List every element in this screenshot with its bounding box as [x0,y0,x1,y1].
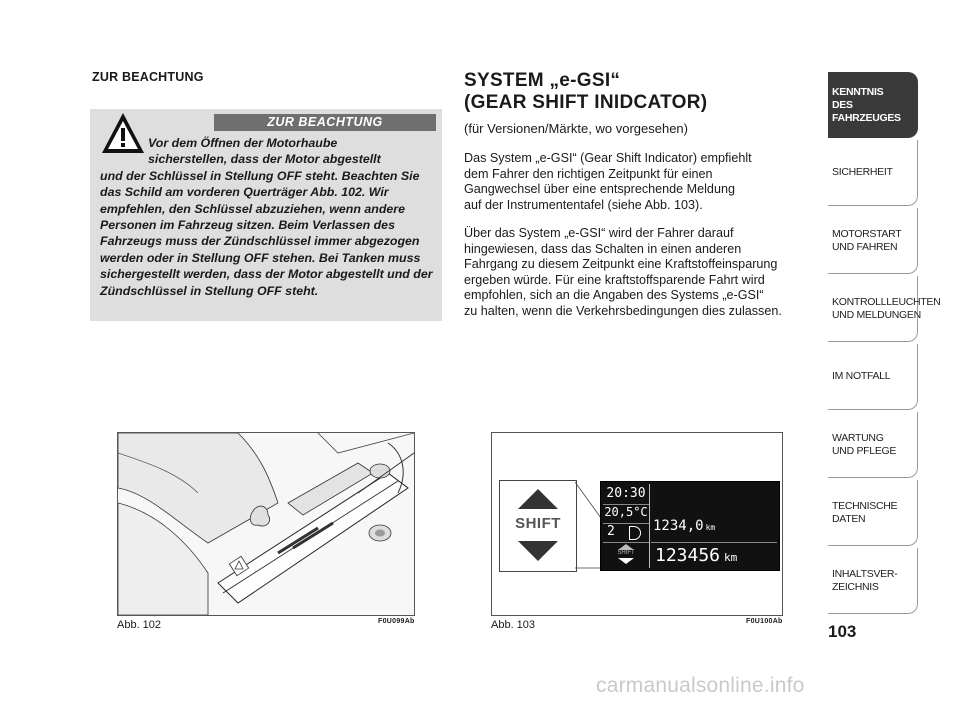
paragraph-2-line: zu halten, wenn die Verkehrsbedingungen dies zulassen. [464,303,782,318]
display-trip: 1234,0 [653,518,704,534]
engine-bay-illustration [118,433,414,615]
warning-text-rest: und der Schlüssel in Stellung OFF steht. Beachten Sie das Schild am vorderen Querträger Abb. 102. Wir empfehlen, den Schlüssel abzuziehen, wenn andere Personen im Fahrzeug sitzen. Beim Verlassen des Fahrzeugs muss der Zündschlüssel immer abgezogen werden oder in Stellung OFF stehen. Bei Tanken muss sichergestellt werden, dass der Motor abgestellt und der Zündschlüssel in Stellung OFF steht. [100,168,433,298]
paragraph-1 [464,151,814,213]
paragraph-2-line: hingewiesen, dass das Schalten in einen anderen [464,241,742,256]
figure-102-engine-bay [117,432,415,616]
display-odometer-unit: km [724,551,738,564]
display-shift-label: SHIFT [617,550,635,556]
shift-down-arrow-icon [518,541,558,561]
paragraph-2-line: Fahrgang zu diesem Zeitpunkt eine Kraftstoffeinsparung [464,257,778,272]
tab-kontrollleuchten-und-meldungen[interactable] [828,276,941,342]
figure-103-gsi-display [491,432,783,616]
tab-sicherheit[interactable] [828,140,918,206]
display-gear-row [603,524,649,543]
tab-label: INHALTSVER- ZEICHNIS [832,567,898,593]
shift-up-arrow-icon [518,489,558,509]
paragraph-2-line: ergeben würde. Für eine kraftstoffsparende Fahrt wird [464,272,765,287]
paragraph-2-line: empfohlen, sich an die Angaben des Systems „e-GSI“ [464,288,764,303]
figure-102-caption: Abb. 102 [117,619,162,631]
paragraph-1-line: Gangwechsel über eine entsprechende Meldung [464,182,735,197]
headlight-icon [629,526,641,540]
warning-box [90,109,442,321]
paragraph-1-line: Das System „e-GSI“ (Gear Shift Indicator) empfiehlt [464,151,752,165]
tab-label: WARTUNG UND PFLEGE [832,431,897,457]
warning-text-line2: sicherstellen, dass der Motor abgestellt [148,152,381,167]
display-gear: 2 [607,524,615,539]
display-trip-unit: km [705,523,716,532]
display-odometer: 123456 [655,545,721,566]
shift-label-large: SHIFT [515,515,561,532]
tab-label: KENNTNIS DES FAHRZEUGES [832,85,901,124]
tab-motorstart-und-fahren[interactable] [828,208,918,274]
display-odometer-row [655,545,737,566]
tab-label: TECHNISCHE DATEN [832,499,898,525]
tab-technische-daten[interactable] [828,480,918,546]
display-divider [651,542,777,543]
figure-103-code: F0U100Ab [746,618,783,625]
display-trip-row [653,518,715,534]
watermark: carmanualsonline.info [596,674,805,697]
warning-text [100,135,438,299]
section-title-line1: SYSTEM „e-GSI“ [464,70,621,91]
warning-text-line1: Vor dem Öffnen der Motorhaube [148,136,338,150]
paragraph-1-line: dem Fahrer den richtigen Zeitpunkt für einen [464,166,713,181]
paragraph-2-line: Über das System „e-GSI“ wird der Fahrer darauf [464,226,734,240]
tab-label: KONTROLLLEUCHTEN UND MELDUNGEN [832,295,941,321]
section-title-line2: (GEAR SHIFT INIDCATOR) [464,92,708,113]
display-temperature: 20,5°C [603,505,649,524]
section-subtitle: (für Versionen/Märkte, wo vorgesehen) [464,121,688,136]
figure-103-caption: Abb. 103 [491,619,536,631]
tab-im-notfall[interactable] [828,344,918,410]
shift-indicator-enlarged [499,480,577,572]
page-number: 103 [828,622,857,641]
tab-label: IM NOTFALL [832,370,891,382]
tab-label: MOTORSTART UND FAHREN [832,227,902,253]
paragraph-2 [464,226,814,320]
tab-label: SICHERHEIT [832,166,893,178]
warning-band-label: ZUR BEACHTUNG [214,114,436,131]
callout-lines [575,480,601,572]
section-title [464,70,707,114]
instrument-display [600,481,780,571]
display-time: 20:30 [603,486,649,505]
tab-wartung-und-pflege[interactable] [828,412,918,478]
tab-kenntnis-des-fahrzeuges[interactable] [828,72,918,138]
paragraph-1-line: auf der Instrumententafel (siehe Abb. 103). [464,197,703,212]
tab-inhaltsverzeichnis[interactable] [828,548,918,614]
display-left-panel [603,484,650,568]
display-shift-down-icon [618,558,634,564]
section-heading-zur-beachtung: ZUR BEACHTUNG [92,70,204,84]
figure-102-code: F0U099Ab [378,618,415,625]
